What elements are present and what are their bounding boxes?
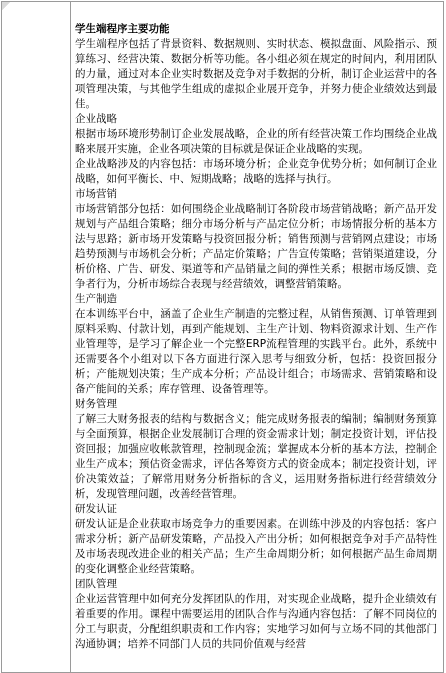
section-paragraph: 根据市场环境形势制订企业发展战略，企业的所有经营决策工作均围绕企业战略来展开实施，企业各项决策的目标就是保证企业战略的实现。: [75, 128, 437, 155]
doc-title: 学生端程序主要功能: [75, 23, 170, 35]
section-rnd: [75, 502, 437, 577]
section-finance: [75, 397, 437, 502]
section-title: 市场营销: [75, 188, 117, 200]
section-paragraph: 了解三大财务报表的结构与数据含义；能完成财务报表的编制；编制财务预算与全面预算，根据企业发展制订合理的资金需求计划；制定投资计划，评估投资回报；加强应收帐款管理，控制现金流；掌握成本分析的基本方法，控制企业生产成本；预估资金需求，评估各筹资方式的资金成本；制定投资计划，评价决策效益；了解常用财务分析指标的含义，运用财务指标进行经营绩效分析，发现管理问题，改善经营管理。: [75, 413, 437, 500]
section-title: 生产制造: [75, 293, 117, 305]
section-title: 团队管理: [75, 578, 117, 590]
section-paragraph: 企业战略涉及的内容包括：市场环境分析；企业竞争优势分析；如何制订企业战略，如何平衡长、中、短期战略；战略的选择与执行。: [75, 158, 437, 185]
table-left-column: [2, 2, 71, 672]
section-paragraph: 研发认证是企业获取市场竞争力的重要因素。在训练中涉及的内容包括：客户需求分析；新产品研发策略，产品投入产出分析；如何根据竞争对手产品特性及市场表现改进企业的相关产品；生产生命周期分析；如何根据产品生命周期的变化调整企业经营策略。: [75, 518, 437, 575]
section-paragraph: 在本训练平台中，涵盖了企业生产制造的完整过程，从销售预测、订单管理到原料采购、付款计划，再到产能规划、主生产计划、物料资源求计划、生产作业管理等，是学习了解企业一个完整ERP流程管理的实践平台。此外，系统中还需要各个小组对以下各方面进行深入思考与细致分析，包括：投资回报分析；产能规划决策；生产成本分析；产品设计组合；市场需求、营销策略和设备产能间的关系；库存管理、设备管理等。: [75, 308, 437, 395]
section-title: 研发认证: [75, 503, 117, 515]
section-paragraph: 企业运营管理中如何充分发挥团队的作用，对实现企业战略，提升企业绩效有着重要的作用。课程中需要运用的团队合作与沟通内容包括：了解不同岗位的分工与职责，分配组织职责和工作内容；实地学习如何与立场不同的其他部门沟通协调；培养不同部门人员的共同价值观与经营: [75, 593, 437, 650]
table-frame: [1, 1, 444, 673]
doc-intro: 学生端程序包括了背景资料、数据规则、实时状态、模拟盘面、风险指示、预算练习、经营决策、数据分析等功能。各小组必须在规定的时间内，利用团队的力量，通过对本企业实时数据及竞争对手数据的分析，制订企业运营中的各项管理决策，与其他学生组成的虚拟企业展开竞争，并努力使企业绩效达到最佳。: [75, 38, 437, 110]
section-title: 企业战略: [75, 113, 117, 125]
content-body: [71, 2, 443, 652]
section-title: 财务管理: [75, 398, 117, 410]
section-manufacturing: [75, 292, 437, 397]
corner-marker: [2, 2, 10, 10]
section-strategy: [75, 112, 437, 187]
section-team: [75, 577, 437, 652]
table-content-cell: [71, 2, 443, 672]
section-paragraph: 市场营销部分包括：如何围绕企业战略制订各阶段市场营销战略；新产品开发规划与产品组合策略；细分市场分析与产品定位分析；市场情报分析的基本方法与思路；新市场开发策略与投资回报分析；销售预测与营销网点建设；市场趋势预测与市场机会分析；产品定价策略；广告宣传策略；营销渠道建设，分析价格、广告、研发、渠道等和产品销量之间的弹性关系；根据市场反馈、竞争者行为，分析市场综合表现与经营绩效，调整营销策略。: [75, 203, 437, 290]
section-marketing: [75, 187, 437, 292]
